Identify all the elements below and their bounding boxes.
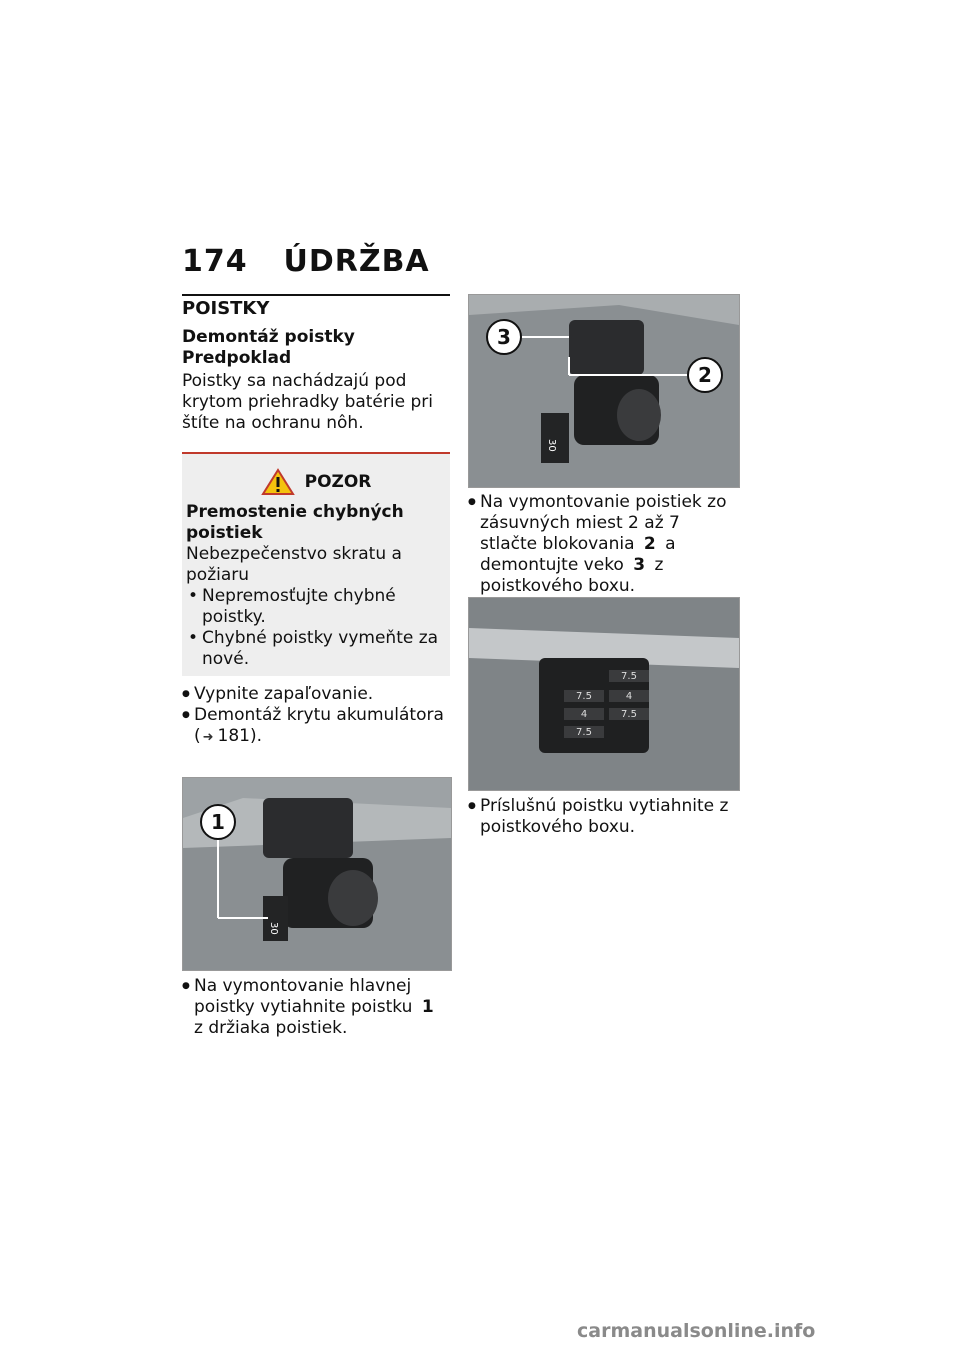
figure-fuse-box-open-illustration (469, 598, 739, 790)
callout-ref-3: 3 (633, 555, 646, 575)
steps-list-b (182, 976, 450, 1039)
figure-main-fuse (182, 777, 452, 971)
warning-label: POZOR (304, 471, 372, 492)
page-number: 174 (182, 244, 248, 279)
fuse-label-30: 30 (268, 922, 279, 935)
fuse-label: 4 (625, 691, 633, 702)
step-item (468, 492, 738, 597)
page-reference-arrow-icon: ➜ (202, 730, 214, 745)
fuse-label-30: 30 (546, 439, 557, 452)
list-item: • Chybné poistky vymeňte za nové. (186, 628, 446, 670)
step-text: Na vymontovanie hlavnej poistky vytiahnite poistku (194, 976, 413, 1017)
warning-bullets (186, 586, 446, 670)
step-text: z poistkového boxu. (480, 555, 664, 596)
steps-list-a (182, 684, 450, 748)
warning-title: Premostenie chybných poistiek (186, 502, 404, 543)
figure-main-fuse-illustration (183, 778, 451, 970)
fuse-label: 7.5 (576, 727, 592, 738)
callout-ref-1: 1 (421, 997, 434, 1017)
chapter-title: ÚDRŽBA (283, 244, 430, 279)
warning-triangle-icon (261, 468, 295, 496)
steps-list-c (468, 492, 738, 597)
step-text: Demontáž krytu akumulátora ( (194, 705, 444, 746)
step-text: Na vymontovanie poistiek zo zásuvných miest 2 až 7 stlačte blokovania (480, 492, 727, 554)
list-item: • Nepremosťujte chybné poistky. (186, 586, 446, 628)
watermark: carmanualsonline.info (577, 1320, 816, 1342)
warning-text: Nebezpečenstvo skratu a požiaru (186, 544, 402, 585)
callout-2: 2 (698, 363, 712, 387)
section-title: POISTKY (182, 298, 270, 319)
fuse-label: 7.5 (621, 709, 637, 720)
callout-3: 3 (497, 325, 511, 349)
header-rule (182, 294, 450, 296)
step-text: a demontujte veko (480, 534, 676, 575)
fuse-label: 7.5 (576, 691, 592, 702)
page-reference[interactable]: 181 (217, 726, 250, 746)
step-item (182, 705, 450, 748)
step-item: ● Vypnite zapaľovanie. (182, 684, 450, 705)
figure-fuse-box-open (468, 597, 740, 791)
callout-1: 1 (211, 810, 225, 834)
fuse-label: 4 (580, 709, 588, 720)
warning-header (186, 468, 446, 496)
precondition-text: Poistky sa nachádzajú pod krytom priehradky batérie pri štíte na ochranu nôh. (182, 371, 433, 433)
page-header (182, 244, 430, 279)
callout-ref-2: 2 (643, 534, 656, 554)
left-column (182, 298, 450, 748)
warning-box (182, 452, 450, 676)
figure-fuse-box-cover (468, 294, 740, 488)
fuse-label: 7.5 (621, 671, 637, 682)
figure-fuse-box-cover-illustration (469, 295, 739, 487)
precondition-label: Predpoklad (182, 348, 292, 368)
step-text: ). (250, 726, 263, 746)
step-item (182, 976, 450, 1039)
procedure-title: Demontáž poistky (182, 327, 355, 347)
step-text: z držiaka poistiek. (194, 1018, 348, 1038)
step-item: ● Príslušnú poistku vytiahnite z poistkového boxu. (468, 796, 738, 838)
steps-list-d (468, 796, 738, 838)
